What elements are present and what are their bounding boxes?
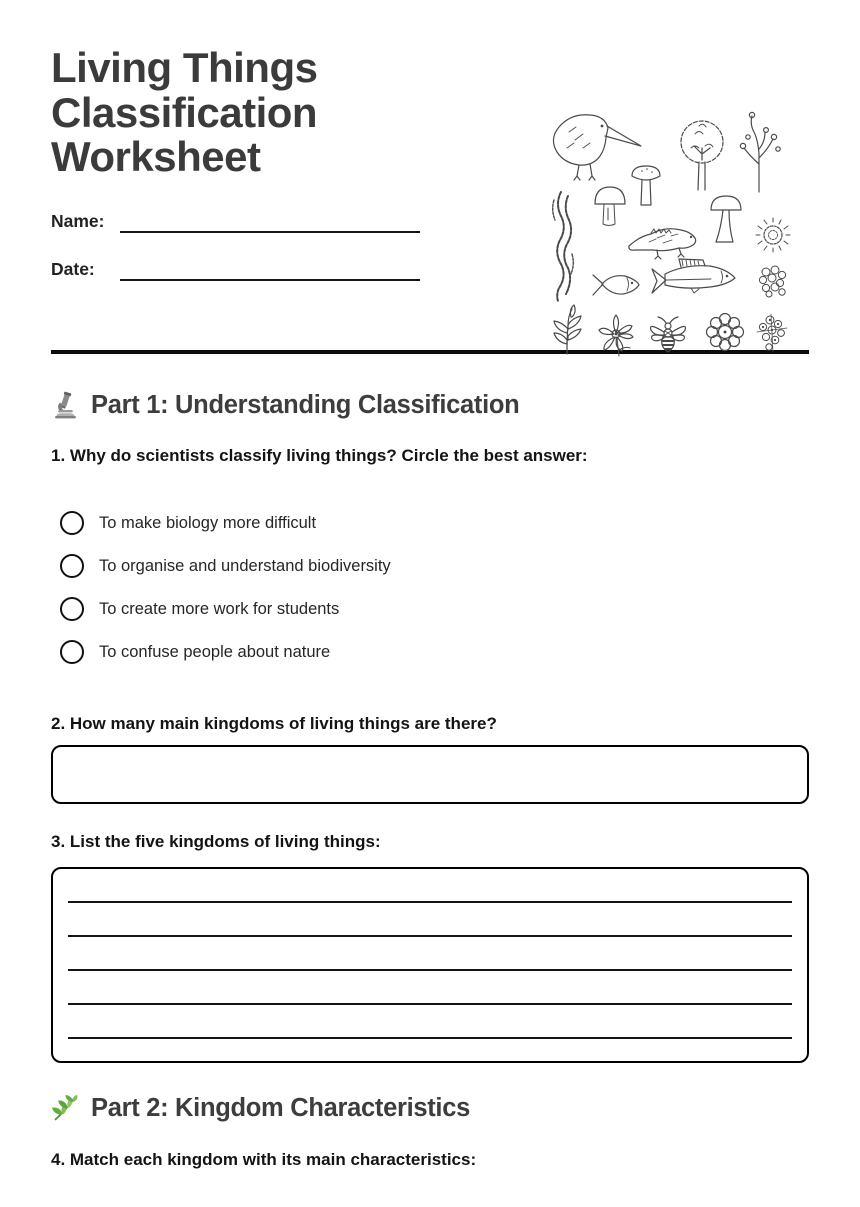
microscope-icon [51,391,80,420]
answer-line[interactable] [68,903,792,937]
radio-circle[interactable] [60,597,84,621]
option-row [51,588,809,631]
worksheet-page [0,46,860,1207]
question3-answer-box[interactable] [51,867,809,1063]
option-label: To create more work for students [99,599,340,618]
name-input-line[interactable] [120,209,420,233]
option-label: To confuse people about nature [99,642,331,661]
radio-circle[interactable] [60,511,84,535]
option-row [51,631,809,674]
branch-tree-icon [740,112,780,192]
answer-line[interactable] [68,937,792,971]
answer-line[interactable] [68,971,792,1005]
round-flower-icon [707,314,744,351]
tall-mushroom-icon [711,196,741,242]
question1-options [51,502,809,674]
name-label: Name: [51,210,105,231]
round-tree-icon [681,121,723,190]
part2-heading [51,1092,809,1126]
blossom-cluster-icon [757,314,787,352]
option-row [51,545,809,588]
radio-circle[interactable] [60,554,84,578]
date-label: Date: [51,258,95,279]
flat-mushroom-icon [632,166,660,205]
herb-icon [51,1094,80,1123]
part2-title: Part 2: Kingdom Characteristics [91,1094,470,1123]
large-fish-icon [652,259,735,293]
daffodil-flower-icon [599,315,633,356]
question2-text: 2. How many main kingdoms of living things are there? [51,713,497,733]
option-label: To organise and understand biodiversity [99,556,391,575]
living-things-illustration [545,104,795,362]
question1-text: 1. Why do scientists classify living things? Circle the best answer: [51,445,588,465]
spiky-microbe-icon [756,218,790,252]
leaf-sprig-icon [554,305,581,354]
bee-icon [651,317,686,352]
page-title: Living Things Classification Worksheet [51,44,318,181]
option-label: To make biology more difficult [99,513,317,532]
answer-line[interactable] [68,1005,792,1039]
question3-text: 3. List the five kingdoms of living things: [51,831,381,851]
part1-heading [51,389,809,423]
option-row [51,502,809,545]
honeycomb-cluster-icon [759,266,785,297]
lizard-icon [629,229,696,259]
question4-text: 4. Match each kingdom with its main characteristics: [51,1149,477,1169]
answer-line[interactable] [68,870,792,903]
date-input-line[interactable] [120,257,420,281]
kiwi-bird-icon [553,115,641,180]
part1-title: Part 1: Understanding Classification [91,391,520,420]
small-fish-icon [593,275,639,295]
radio-circle[interactable] [60,640,84,664]
seaweed-icon [553,192,574,301]
question2-answer-box[interactable] [51,745,809,804]
dome-mushroom-icon [595,187,625,226]
